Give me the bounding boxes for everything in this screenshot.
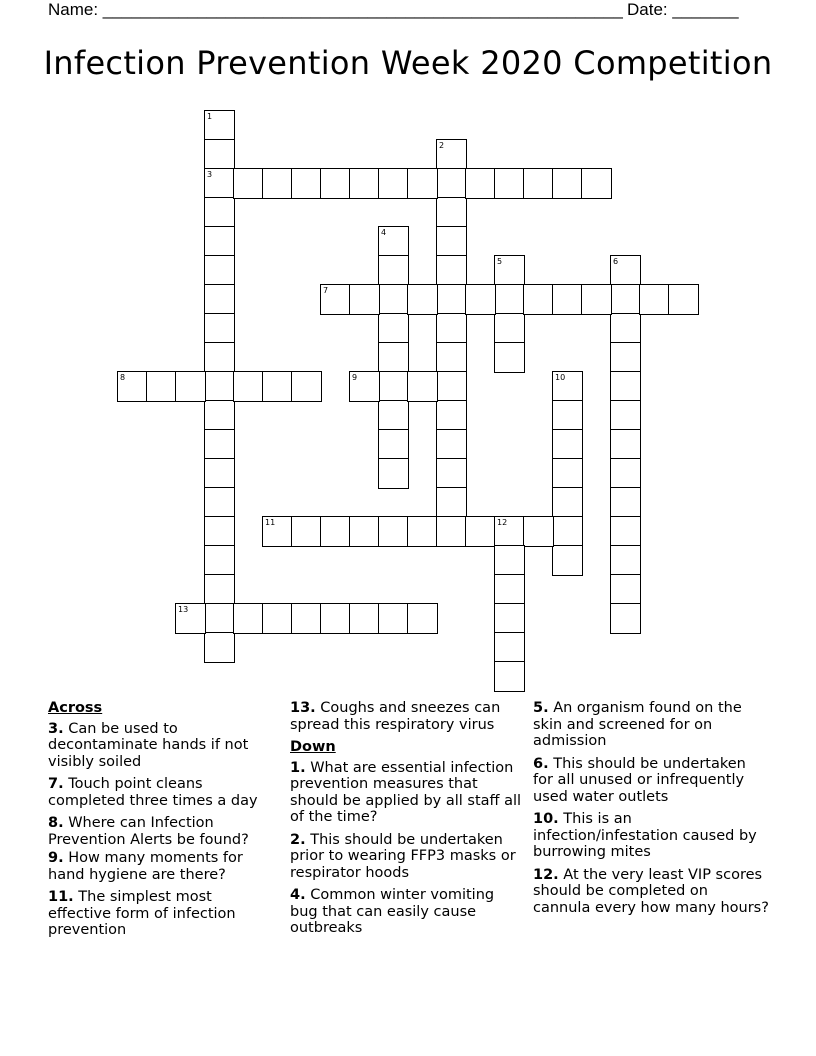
crossword-cell[interactable]: [233, 371, 264, 402]
crossword-cell[interactable]: [146, 371, 177, 402]
clue-text: Touch point cleans completed three times a day: [48, 776, 258, 809]
crossword-cell[interactable]: [552, 284, 583, 315]
crossword-cell[interactable]: [523, 284, 554, 315]
crossword-cell[interactable]: [552, 400, 583, 431]
cell-number: 4: [381, 228, 387, 237]
cell-number: 12: [497, 518, 508, 527]
clues-column-3: [533, 700, 769, 922]
crossword-cell[interactable]: [378, 429, 409, 460]
crossword-cell[interactable]: [320, 284, 351, 315]
cell-number: 13: [178, 605, 189, 614]
crossword-cell[interactable]: [494, 168, 525, 199]
crossword-cell[interactable]: [117, 371, 148, 402]
crossword-cell[interactable]: [204, 574, 235, 605]
crossword-cell[interactable]: [378, 342, 409, 373]
crossword-cell[interactable]: [349, 516, 380, 547]
crossword-cell[interactable]: [378, 255, 409, 286]
clue-down-4: [290, 887, 526, 937]
crossword-cell[interactable]: [204, 603, 235, 634]
crossword-cell[interactable]: [349, 168, 380, 199]
crossword-cell[interactable]: [204, 632, 235, 663]
crossword-cell[interactable]: [552, 487, 583, 518]
clue-down-5: [533, 700, 769, 750]
crossword-cell[interactable]: [610, 458, 641, 489]
crossword-cell[interactable]: [407, 516, 438, 547]
crossword-cell[interactable]: [436, 429, 467, 460]
crossword-cell[interactable]: [320, 603, 351, 634]
crossword-cell[interactable]: [204, 458, 235, 489]
cell-number: 7: [323, 286, 329, 295]
crossword-cell[interactable]: [610, 313, 641, 344]
clue-down-6: [533, 756, 769, 806]
crossword-cell[interactable]: [610, 429, 641, 460]
crossword-cell[interactable]: [494, 661, 525, 692]
clue-text: Common winter vomiting bug that can easily cause outbreaks: [290, 887, 495, 936]
clue-across-8: [48, 815, 278, 848]
crossword-cell[interactable]: [581, 284, 612, 315]
clue-text: At the very least VIP scores should be completed on cannula every how many hours?: [533, 866, 769, 916]
crossword-cell[interactable]: [610, 516, 641, 547]
crossword-cell[interactable]: [610, 487, 641, 518]
crossword-cell[interactable]: [320, 516, 351, 547]
clues-column-2: [290, 700, 526, 943]
cell-number: 9: [352, 373, 358, 382]
crossword-cell[interactable]: [610, 400, 641, 431]
clue-number: 11.: [48, 889, 74, 905]
cell-number: 5: [497, 257, 503, 266]
cell-number: 3: [207, 170, 213, 179]
clue-number: 3.: [48, 720, 64, 737]
crossword-cell[interactable]: [349, 284, 380, 315]
clue-text: This should be undertaken for all unused or infrequently used water outlets: [533, 755, 746, 805]
clue-down-10: [533, 811, 769, 861]
crossword-cell[interactable]: [204, 487, 235, 518]
crossword-cell[interactable]: [204, 284, 235, 315]
crossword-cell[interactable]: [204, 226, 235, 257]
crossword-cell[interactable]: [378, 371, 409, 402]
clue-number: 5.: [533, 700, 549, 716]
crossword-cell[interactable]: [204, 168, 235, 199]
cell-number: 11: [265, 518, 276, 527]
crossword-cell[interactable]: [494, 313, 525, 344]
clue-text: What are essential infection prevention measures that should be applied by all staff all of the time?: [290, 759, 522, 825]
crossword-cell[interactable]: [552, 458, 583, 489]
crossword-cell[interactable]: [320, 168, 351, 199]
crossword-cell[interactable]: [523, 516, 554, 547]
crossword-cell[interactable]: [291, 603, 322, 634]
crossword-cell[interactable]: [204, 371, 235, 402]
crossword-cell[interactable]: [291, 516, 322, 547]
crossword-cell[interactable]: [262, 603, 293, 634]
clue-number: 1.: [290, 759, 306, 776]
clue-down-2: [290, 832, 526, 882]
name-field[interactable]: Name: _______________________________________________________: [48, 0, 623, 19]
across-heading: Across: [48, 700, 103, 716]
crossword-cell[interactable]: [523, 168, 554, 199]
crossword-cell[interactable]: [610, 574, 641, 605]
crossword-cell[interactable]: [204, 139, 235, 170]
crossword-cell[interactable]: [436, 487, 467, 518]
crossword-cell[interactable]: [552, 429, 583, 460]
crossword-cell[interactable]: [204, 342, 235, 373]
crossword-cell[interactable]: [349, 603, 380, 634]
crossword-cell[interactable]: [610, 545, 641, 576]
crossword-cell[interactable]: [378, 516, 409, 547]
crossword-cell[interactable]: [494, 603, 525, 634]
crossword-cell[interactable]: [436, 313, 467, 344]
date-field[interactable]: Date: _______: [627, 0, 739, 19]
crossword-cell[interactable]: [494, 545, 525, 576]
crossword-cell[interactable]: [436, 139, 467, 170]
clue-text: The simplest most effective form of infection prevention: [48, 889, 236, 938]
crossword-cell[interactable]: [436, 342, 467, 373]
page-title: Infection Prevention Week 2020 Competition: [43, 44, 773, 82]
crossword-cell[interactable]: [378, 603, 409, 634]
clue-number: 4.: [290, 887, 306, 903]
cell-number: 1: [207, 112, 213, 121]
clue-across-7: [48, 776, 278, 809]
crossword-cell[interactable]: [436, 458, 467, 489]
crossword-cell[interactable]: [436, 371, 467, 402]
crossword-cell[interactable]: [494, 342, 525, 373]
crossword-cell[interactable]: [668, 284, 699, 315]
crossword-cell[interactable]: [262, 516, 293, 547]
clue-across-9: [48, 850, 278, 883]
clue-number: 7.: [48, 776, 64, 792]
crossword-cell[interactable]: [581, 168, 612, 199]
crossword-cell[interactable]: [262, 371, 293, 402]
clue-number: 12.: [533, 866, 559, 883]
clue-text: Can be used to decontaminate hands if not visibly soiled: [48, 720, 249, 770]
crossword-cell[interactable]: [436, 226, 467, 257]
crossword-cell[interactable]: [639, 284, 670, 315]
crossword-cell[interactable]: [378, 168, 409, 199]
clue-across-13: [290, 700, 526, 733]
crossword-cell[interactable]: [436, 284, 467, 315]
crossword-cell[interactable]: [407, 603, 438, 634]
crossword-cell[interactable]: [204, 313, 235, 344]
crossword-cell[interactable]: [610, 371, 641, 402]
crossword-cell[interactable]: [494, 574, 525, 605]
clue-number: 10.: [533, 811, 559, 827]
clue-text: Coughs and sneezes can spread this respiratory virus: [290, 700, 501, 733]
crossword-cell[interactable]: [262, 168, 293, 199]
down-heading: Down: [290, 739, 336, 755]
crossword-cell[interactable]: [233, 603, 264, 634]
crossword-cell[interactable]: [204, 110, 235, 141]
clue-across-3: [48, 721, 278, 771]
clue-down-12: [533, 867, 769, 917]
clue-number: 9.: [48, 850, 64, 866]
crossword-cell[interactable]: [407, 371, 438, 402]
crossword-cell[interactable]: [175, 371, 206, 402]
crossword-cell[interactable]: [436, 168, 467, 199]
crossword-cell[interactable]: [204, 545, 235, 576]
clue-number: 13.: [290, 700, 316, 716]
crossword-cell[interactable]: [378, 400, 409, 431]
clue-text: An organism found on the skin and screened for on admission: [533, 700, 742, 749]
crossword-cell[interactable]: [494, 284, 525, 315]
clue-text: Where can Infection Prevention Alerts be found?: [48, 815, 249, 848]
crossword-cell[interactable]: [465, 516, 496, 547]
cell-number: 2: [439, 141, 445, 150]
crossword-cell[interactable]: [378, 458, 409, 489]
cell-number: 10: [555, 373, 566, 382]
clue-across-11: [48, 889, 278, 939]
crossword-cell[interactable]: [610, 255, 641, 286]
crossword-cell[interactable]: [291, 168, 322, 199]
cell-number: 6: [613, 257, 619, 266]
crossword-cell[interactable]: [204, 400, 235, 431]
cell-number: 8: [120, 373, 126, 382]
crossword-cell[interactable]: [494, 632, 525, 663]
clue-number: 8.: [48, 815, 64, 831]
crossword-cell[interactable]: [378, 226, 409, 257]
crossword-cell[interactable]: [552, 516, 583, 547]
crossword-cell[interactable]: [465, 168, 496, 199]
clue-number: 6.: [533, 755, 549, 772]
crossword-cell[interactable]: [436, 255, 467, 286]
crossword-cell[interactable]: [407, 168, 438, 199]
crossword-cell[interactable]: [494, 516, 525, 547]
clue-number: 2.: [290, 831, 306, 848]
crossword-cell[interactable]: [552, 371, 583, 402]
crossword-cell[interactable]: [204, 197, 235, 228]
crossword-cell[interactable]: [610, 342, 641, 373]
crossword-cell[interactable]: [494, 255, 525, 286]
crossword-cell[interactable]: [291, 371, 322, 402]
crossword-cell[interactable]: [204, 255, 235, 286]
crossword-cell[interactable]: [552, 545, 583, 576]
crossword-cell[interactable]: [436, 400, 467, 431]
clue-down-1: [290, 760, 526, 826]
crossword-cell[interactable]: [407, 284, 438, 315]
crossword-cell[interactable]: [378, 284, 409, 315]
crossword-cell[interactable]: [465, 284, 496, 315]
clues-column-1: [48, 700, 278, 945]
clue-text: This is an infection/infestation caused by burrowing mites: [533, 811, 757, 860]
crossword-cell[interactable]: [610, 284, 641, 315]
crossword-cell[interactable]: [233, 168, 264, 199]
crossword-cell[interactable]: [204, 429, 235, 460]
clue-text: This should be undertaken prior to wearing FFP3 masks or respirator hoods: [290, 831, 516, 881]
crossword-cell[interactable]: [378, 313, 409, 344]
clue-text: How many moments for hand hygiene are there?: [48, 850, 243, 883]
crossword-cell[interactable]: [610, 603, 641, 634]
crossword-cell[interactable]: [204, 516, 235, 547]
crossword-cell[interactable]: [175, 603, 206, 634]
crossword-cell[interactable]: [552, 168, 583, 199]
crossword-cell[interactable]: [436, 197, 467, 228]
crossword-cell[interactable]: [349, 371, 380, 402]
crossword-cell[interactable]: [436, 516, 467, 547]
